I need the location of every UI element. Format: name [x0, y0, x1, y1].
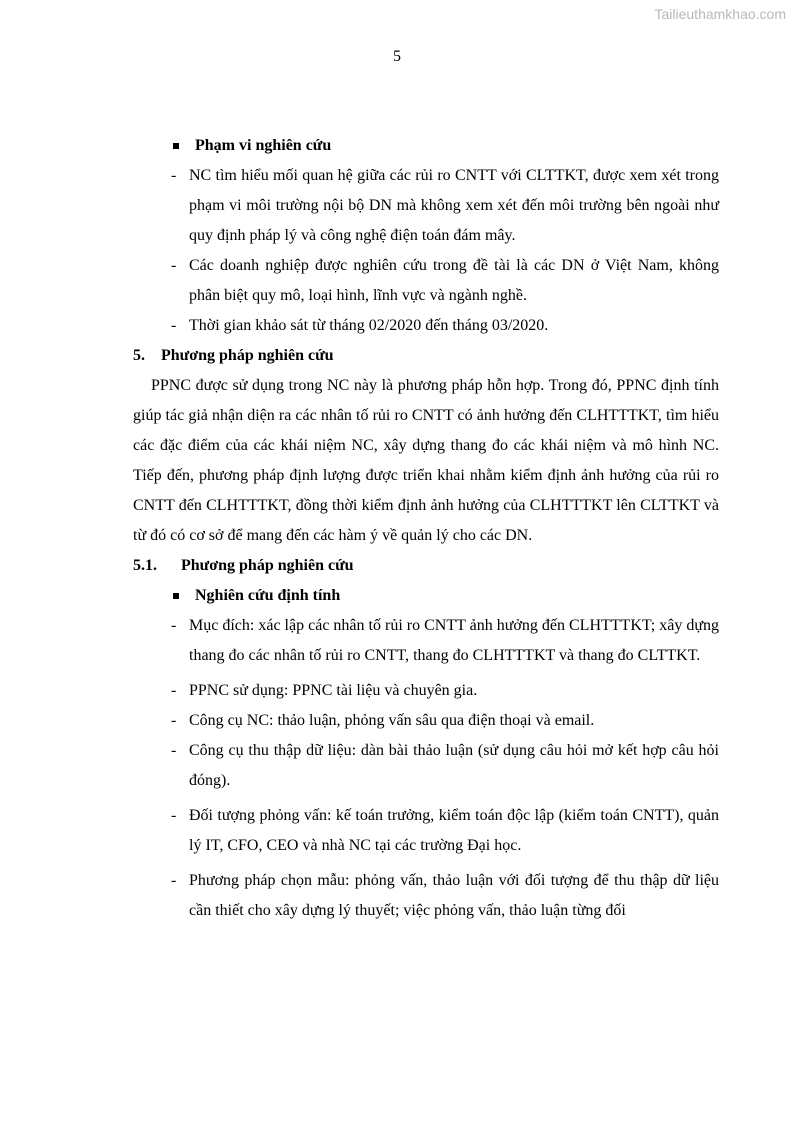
qualitative-heading: Nghiên cứu định tính: [133, 581, 719, 611]
dash-bullet-icon: -: [171, 167, 177, 184]
section-number: 5.: [133, 347, 145, 364]
list-item: - Các doanh nghiệp được nghiên cứu trong đề tài là các DN ở Việt Nam, không phân biệt quy mô, loại hình, lĩnh vực và ngành nghề.: [133, 251, 719, 311]
dash-bullet-icon: -: [171, 617, 177, 634]
dash-bullet-icon: -: [171, 317, 177, 334]
section-title: Phương pháp nghiên cứu: [161, 347, 334, 364]
list-item: - NC tìm hiểu mối quan hệ giữa các rủi ro CNTT với CLTTKT, được xem xét trong phạm vi môi trường nội bộ DN mà không xem xét đến môi trường bên ngoài như quy định pháp lý và công nghệ điện toán đám mây.: [133, 161, 719, 251]
scope-heading: Phạm vi nghiên cứu: [133, 131, 719, 161]
dash-bullet-icon: -: [171, 872, 177, 889]
list-item: - Thời gian khảo sát từ tháng 02/2020 đến tháng 03/2020.: [133, 311, 719, 341]
document-body: [133, 131, 719, 926]
square-bullet-icon: [173, 593, 179, 599]
section-5-heading: [133, 341, 719, 371]
list-item: - Công cụ NC: thảo luận, phỏng vấn sâu qua điện thoại và email.: [133, 706, 719, 736]
page-number: 5: [393, 48, 401, 65]
dash-bullet-icon: -: [171, 807, 177, 824]
square-bullet-icon: [173, 143, 179, 149]
list-item: - Mục đích: xác lập các nhân tố rủi ro CNTT ảnh hưởng đến CLHTTTKT; xây dựng thang đo các nhân tố rủi ro CNTT, thang đo CLHTTTKT và thang đo CLTTKT.: [133, 611, 719, 671]
list-item: - Công cụ thu thập dữ liệu: dàn bài thảo luận (sử dụng câu hỏi mở kết hợp câu hỏi đóng).: [133, 736, 719, 796]
section-5-1-heading: [133, 551, 719, 581]
list-item: - PPNC sử dụng: PPNC tài liệu và chuyên gia.: [133, 676, 719, 706]
section-title: Phương pháp nghiên cứu: [181, 557, 354, 574]
section-number: 5.1.: [133, 557, 157, 574]
watermark: Tailieuthamkhao.com: [654, 6, 786, 22]
list-item: - Phương pháp chọn mẫu: phỏng vấn, thảo luận với đối tượng để thu thập dữ liệu cần thiết cho xây dựng lý thuyết; việc phỏng vấn, thảo luận từng đối: [133, 866, 719, 926]
section-5-paragraph: PPNC được sử dụng trong NC này là phương pháp hỗn hợp. Trong đó, PPNC định tính giúp tác giả nhận diện ra các nhân tố rủi ro CNTT có ảnh hưởng đến CLHTTTKT, tìm hiểu các đặc điểm của các khái niệm NC, xây dựng thang đo các khái niệm và mô hình NC. Tiếp đến, phương pháp định lượng được triển khai nhằm kiểm định ảnh hưởng của rủi ro CNTT đến CLHTTTKT, đồng thời kiểm định ảnh hưởng của CLHTTTKT lên CLTTKT và từ đó có cơ sở để mang đến các hàm ý về quản lý cho các DN.: [133, 377, 719, 544]
dash-bullet-icon: -: [171, 682, 177, 699]
dash-bullet-icon: -: [171, 712, 177, 729]
dash-bullet-icon: -: [171, 742, 177, 759]
list-item: - Đối tượng phỏng vấn: kế toán trưởng, kiểm toán độc lập (kiểm toán CNTT), quản lý IT, CFO, CEO và nhà NC tại các trường Đại học.: [133, 801, 719, 861]
dash-bullet-icon: -: [171, 257, 177, 274]
